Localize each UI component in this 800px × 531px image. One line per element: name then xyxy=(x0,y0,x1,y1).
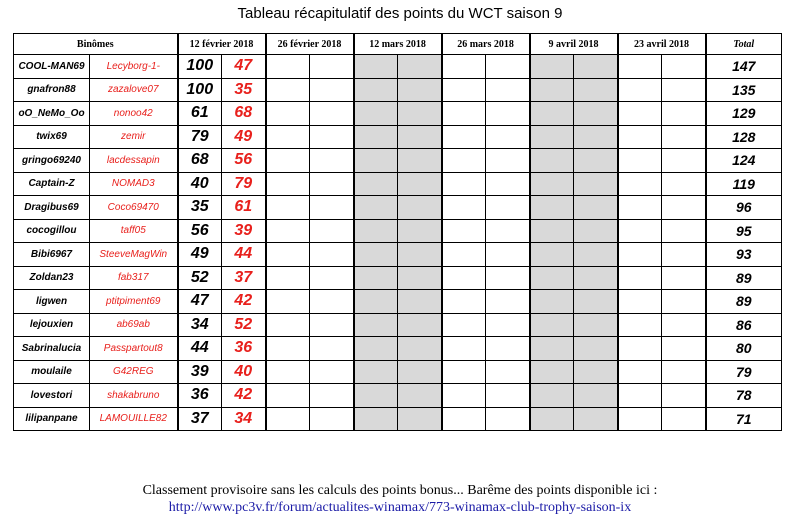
empty-score-cell xyxy=(442,243,486,267)
empty-score-cell xyxy=(354,337,398,361)
partner-1-name: Sabrinalucia xyxy=(14,337,90,361)
empty-score-cell xyxy=(486,313,530,337)
empty-score-cell xyxy=(530,196,574,220)
table-row xyxy=(14,266,782,290)
empty-score-cell xyxy=(530,78,574,102)
partner-1-score: 79 xyxy=(178,125,222,149)
empty-score-cell xyxy=(310,313,354,337)
empty-score-cell xyxy=(530,243,574,267)
partner-1-name: Zoldan23 xyxy=(14,266,90,290)
empty-score-cell xyxy=(398,384,442,408)
empty-score-cell xyxy=(662,313,706,337)
empty-score-cell xyxy=(266,78,310,102)
total-score: 129 xyxy=(706,102,782,126)
partner-1-name: Dragibus69 xyxy=(14,196,90,220)
table-row xyxy=(14,102,782,126)
empty-score-cell xyxy=(442,172,486,196)
partner-1-score: 36 xyxy=(178,384,222,408)
empty-score-cell xyxy=(486,55,530,79)
empty-score-cell xyxy=(574,219,618,243)
partner-2-name: lacdessapin xyxy=(90,149,178,173)
empty-score-cell xyxy=(574,172,618,196)
empty-score-cell xyxy=(266,337,310,361)
partner-2-score: 56 xyxy=(222,149,266,173)
partner-2-name: fab317 xyxy=(90,266,178,290)
empty-score-cell xyxy=(530,125,574,149)
partner-2-name: LAMOUILLE82 xyxy=(90,407,178,431)
total-score: 147 xyxy=(706,55,782,79)
empty-score-cell xyxy=(354,55,398,79)
partner-2-name: Lecyborg-1- xyxy=(90,55,178,79)
empty-score-cell xyxy=(618,337,662,361)
empty-score-cell xyxy=(486,290,530,314)
partner-2-name: zazalove07 xyxy=(90,78,178,102)
table-row xyxy=(14,337,782,361)
partner-1-score: 47 xyxy=(178,290,222,314)
empty-score-cell xyxy=(530,407,574,431)
table-row xyxy=(14,384,782,408)
empty-score-cell xyxy=(530,313,574,337)
empty-score-cell xyxy=(486,78,530,102)
empty-score-cell xyxy=(574,360,618,384)
partner-2-name: zemir xyxy=(90,125,178,149)
partner-2-name: ptitpiment69 xyxy=(90,290,178,314)
empty-score-cell xyxy=(310,196,354,220)
empty-score-cell xyxy=(398,313,442,337)
total-score: 119 xyxy=(706,172,782,196)
empty-score-cell xyxy=(486,102,530,126)
empty-score-cell xyxy=(310,384,354,408)
empty-score-cell xyxy=(530,149,574,173)
empty-score-cell xyxy=(530,360,574,384)
partner-2-score: 61 xyxy=(222,196,266,220)
empty-score-cell xyxy=(618,266,662,290)
table-row xyxy=(14,78,782,102)
empty-score-cell xyxy=(618,125,662,149)
empty-score-cell xyxy=(618,243,662,267)
partner-1-score: 37 xyxy=(178,407,222,431)
empty-score-cell xyxy=(662,407,706,431)
partner-1-name: COOL-MAN69 xyxy=(14,55,90,79)
empty-score-cell xyxy=(530,384,574,408)
partner-1-name: Bibi6967 xyxy=(14,243,90,267)
empty-score-cell xyxy=(310,407,354,431)
empty-score-cell xyxy=(310,219,354,243)
header-binomes: Binômes xyxy=(14,34,178,55)
partner-2-name: shakabruno xyxy=(90,384,178,408)
empty-score-cell xyxy=(442,55,486,79)
empty-score-cell xyxy=(618,384,662,408)
partner-2-score: 37 xyxy=(222,266,266,290)
empty-score-cell xyxy=(618,55,662,79)
empty-score-cell xyxy=(486,337,530,361)
empty-score-cell xyxy=(662,196,706,220)
total-score: 135 xyxy=(706,78,782,102)
empty-score-cell xyxy=(442,78,486,102)
empty-score-cell xyxy=(354,384,398,408)
partner-1-name: oO_NeMo_Oo xyxy=(14,102,90,126)
header-total: Total xyxy=(706,34,782,55)
partner-2-score: 40 xyxy=(222,360,266,384)
table-row xyxy=(14,125,782,149)
header-date: 26 mars 2018 xyxy=(442,34,530,55)
empty-score-cell xyxy=(662,125,706,149)
table-row xyxy=(14,360,782,384)
empty-score-cell xyxy=(486,149,530,173)
partner-1-score: 35 xyxy=(178,196,222,220)
empty-score-cell xyxy=(398,219,442,243)
empty-score-cell xyxy=(354,172,398,196)
empty-score-cell xyxy=(574,290,618,314)
empty-score-cell xyxy=(530,102,574,126)
empty-score-cell xyxy=(442,313,486,337)
partner-1-score: 40 xyxy=(178,172,222,196)
header-row xyxy=(14,34,782,55)
total-score: 128 xyxy=(706,125,782,149)
empty-score-cell xyxy=(442,407,486,431)
footer-note: Classement provisoire sans les calculs des points bonus... Barême des points disponible ici : xyxy=(142,483,658,498)
empty-score-cell xyxy=(662,243,706,267)
partner-2-score: 42 xyxy=(222,290,266,314)
table-row xyxy=(14,172,782,196)
empty-score-cell xyxy=(662,266,706,290)
header-date: 12 février 2018 xyxy=(178,34,266,55)
empty-score-cell xyxy=(574,196,618,220)
partner-2-name: Passpartout8 xyxy=(90,337,178,361)
empty-score-cell xyxy=(266,266,310,290)
empty-score-cell xyxy=(486,243,530,267)
empty-score-cell xyxy=(486,219,530,243)
empty-score-cell xyxy=(442,266,486,290)
empty-score-cell xyxy=(442,384,486,408)
partner-2-score: 34 xyxy=(222,407,266,431)
partner-1-score: 34 xyxy=(178,313,222,337)
empty-score-cell xyxy=(354,407,398,431)
partner-1-name: moulaile xyxy=(14,360,90,384)
empty-score-cell xyxy=(442,360,486,384)
empty-score-cell xyxy=(310,243,354,267)
empty-score-cell xyxy=(266,219,310,243)
partner-1-score: 52 xyxy=(178,266,222,290)
empty-score-cell xyxy=(398,266,442,290)
empty-score-cell xyxy=(354,78,398,102)
partner-2-score: 52 xyxy=(222,313,266,337)
total-score: 78 xyxy=(706,384,782,408)
empty-score-cell xyxy=(266,360,310,384)
empty-score-cell xyxy=(618,102,662,126)
empty-score-cell xyxy=(662,219,706,243)
empty-score-cell xyxy=(662,337,706,361)
empty-score-cell xyxy=(398,243,442,267)
empty-score-cell xyxy=(442,125,486,149)
partner-1-name: lilipanpane xyxy=(14,407,90,431)
total-score: 89 xyxy=(706,266,782,290)
partner-1-name: Captain-Z xyxy=(14,172,90,196)
total-score: 86 xyxy=(706,313,782,337)
empty-score-cell xyxy=(354,266,398,290)
empty-score-cell xyxy=(442,196,486,220)
empty-score-cell xyxy=(310,149,354,173)
empty-score-cell xyxy=(662,172,706,196)
empty-score-cell xyxy=(574,266,618,290)
header-date: 9 avril 2018 xyxy=(530,34,618,55)
total-score: 79 xyxy=(706,360,782,384)
empty-score-cell xyxy=(486,125,530,149)
table-row xyxy=(14,55,782,79)
empty-score-cell xyxy=(266,172,310,196)
empty-score-cell xyxy=(486,266,530,290)
table-row xyxy=(14,219,782,243)
empty-score-cell xyxy=(574,313,618,337)
empty-score-cell xyxy=(618,149,662,173)
total-score: 124 xyxy=(706,149,782,173)
empty-score-cell xyxy=(486,384,530,408)
partner-2-score: 47 xyxy=(222,55,266,79)
footer-link[interactable]: http://www.pc3v.fr/forum/actualites-winamax/773-winamax-club-trophy-saison-ix xyxy=(168,500,632,515)
empty-score-cell xyxy=(266,407,310,431)
empty-score-cell xyxy=(618,407,662,431)
empty-score-cell xyxy=(442,219,486,243)
empty-score-cell xyxy=(266,102,310,126)
partner-2-name: SteeveMagWin xyxy=(90,243,178,267)
total-score: 96 xyxy=(706,196,782,220)
partner-2-name: G42REG xyxy=(90,360,178,384)
empty-score-cell xyxy=(354,149,398,173)
partner-1-name: lovestori xyxy=(14,384,90,408)
partner-1-name: twix69 xyxy=(14,125,90,149)
empty-score-cell xyxy=(574,243,618,267)
table-row xyxy=(14,196,782,220)
partner-2-name: NOMAD3 xyxy=(90,172,178,196)
empty-score-cell xyxy=(486,196,530,220)
empty-score-cell xyxy=(310,337,354,361)
partner-1-score: 39 xyxy=(178,360,222,384)
empty-score-cell xyxy=(530,172,574,196)
total-score: 95 xyxy=(706,219,782,243)
partner-1-score: 44 xyxy=(178,337,222,361)
empty-score-cell xyxy=(398,172,442,196)
empty-score-cell xyxy=(266,55,310,79)
empty-score-cell xyxy=(618,313,662,337)
empty-score-cell xyxy=(266,149,310,173)
empty-score-cell xyxy=(398,78,442,102)
table-title: Tableau récapitulatif des points du WCT saison 9 xyxy=(237,5,563,22)
partner-2-score: 35 xyxy=(222,78,266,102)
empty-score-cell xyxy=(574,55,618,79)
partner-2-score: 49 xyxy=(222,125,266,149)
empty-score-cell xyxy=(310,55,354,79)
empty-score-cell xyxy=(354,125,398,149)
partner-1-score: 100 xyxy=(178,78,222,102)
empty-score-cell xyxy=(354,313,398,337)
empty-score-cell xyxy=(574,102,618,126)
empty-score-cell xyxy=(486,172,530,196)
empty-score-cell xyxy=(310,266,354,290)
empty-score-cell xyxy=(354,196,398,220)
recap-table xyxy=(13,33,782,431)
header-date: 26 février 2018 xyxy=(266,34,354,55)
empty-score-cell xyxy=(266,196,310,220)
empty-score-cell xyxy=(310,172,354,196)
partner-2-score: 39 xyxy=(222,219,266,243)
partner-1-name: lejouxien xyxy=(14,313,90,337)
empty-score-cell xyxy=(618,290,662,314)
partner-1-name: gnafron88 xyxy=(14,78,90,102)
empty-score-cell xyxy=(662,78,706,102)
partner-2-name: ab69ab xyxy=(90,313,178,337)
table-row xyxy=(14,313,782,337)
empty-score-cell xyxy=(398,149,442,173)
empty-score-cell xyxy=(530,337,574,361)
empty-score-cell xyxy=(662,55,706,79)
empty-score-cell xyxy=(618,78,662,102)
empty-score-cell xyxy=(398,102,442,126)
empty-score-cell xyxy=(398,196,442,220)
empty-score-cell xyxy=(574,407,618,431)
empty-score-cell xyxy=(574,384,618,408)
empty-score-cell xyxy=(266,125,310,149)
empty-score-cell xyxy=(442,102,486,126)
empty-score-cell xyxy=(662,290,706,314)
empty-score-cell xyxy=(574,337,618,361)
empty-score-cell xyxy=(398,125,442,149)
empty-score-cell xyxy=(618,172,662,196)
empty-score-cell xyxy=(662,360,706,384)
empty-score-cell xyxy=(310,290,354,314)
empty-score-cell xyxy=(486,407,530,431)
table-row xyxy=(14,407,782,431)
empty-score-cell xyxy=(310,102,354,126)
partner-1-name: cocogillou xyxy=(14,219,90,243)
partner-2-name: nonoo42 xyxy=(90,102,178,126)
empty-score-cell xyxy=(354,290,398,314)
empty-score-cell xyxy=(310,78,354,102)
empty-score-cell xyxy=(530,219,574,243)
total-score: 93 xyxy=(706,243,782,267)
empty-score-cell xyxy=(310,125,354,149)
partner-1-score: 49 xyxy=(178,243,222,267)
partner-1-name: gringo69240 xyxy=(14,149,90,173)
partner-1-name: ligwen xyxy=(14,290,90,314)
empty-score-cell xyxy=(310,360,354,384)
empty-score-cell xyxy=(662,149,706,173)
partner-2-score: 44 xyxy=(222,243,266,267)
partner-1-score: 100 xyxy=(178,55,222,79)
empty-score-cell xyxy=(266,313,310,337)
total-score: 89 xyxy=(706,290,782,314)
table-row xyxy=(14,290,782,314)
empty-score-cell xyxy=(398,360,442,384)
empty-score-cell xyxy=(354,243,398,267)
empty-score-cell xyxy=(354,360,398,384)
empty-score-cell xyxy=(618,219,662,243)
empty-score-cell xyxy=(486,360,530,384)
empty-score-cell xyxy=(398,55,442,79)
header-date: 23 avril 2018 xyxy=(618,34,706,55)
partner-1-score: 61 xyxy=(178,102,222,126)
table-row xyxy=(14,243,782,267)
empty-score-cell xyxy=(574,78,618,102)
empty-score-cell xyxy=(662,102,706,126)
empty-score-cell xyxy=(266,290,310,314)
empty-score-cell xyxy=(442,149,486,173)
empty-score-cell xyxy=(354,102,398,126)
empty-score-cell xyxy=(618,196,662,220)
empty-score-cell xyxy=(266,243,310,267)
empty-score-cell xyxy=(530,266,574,290)
partner-2-score: 79 xyxy=(222,172,266,196)
empty-score-cell xyxy=(530,290,574,314)
empty-score-cell xyxy=(442,337,486,361)
table-row xyxy=(14,149,782,173)
empty-score-cell xyxy=(574,125,618,149)
empty-score-cell xyxy=(398,337,442,361)
partner-2-name: taff05 xyxy=(90,219,178,243)
empty-score-cell xyxy=(618,360,662,384)
empty-score-cell xyxy=(442,290,486,314)
total-score: 71 xyxy=(706,407,782,431)
empty-score-cell xyxy=(354,219,398,243)
header-date: 12 mars 2018 xyxy=(354,34,442,55)
partner-2-score: 36 xyxy=(222,337,266,361)
total-score: 80 xyxy=(706,337,782,361)
empty-score-cell xyxy=(266,384,310,408)
partner-2-score: 42 xyxy=(222,384,266,408)
partner-1-score: 56 xyxy=(178,219,222,243)
empty-score-cell xyxy=(398,407,442,431)
empty-score-cell xyxy=(574,149,618,173)
empty-score-cell xyxy=(398,290,442,314)
empty-score-cell xyxy=(662,384,706,408)
partner-2-score: 68 xyxy=(222,102,266,126)
empty-score-cell xyxy=(530,55,574,79)
partner-1-score: 68 xyxy=(178,149,222,173)
partner-2-name: Coco69470 xyxy=(90,196,178,220)
